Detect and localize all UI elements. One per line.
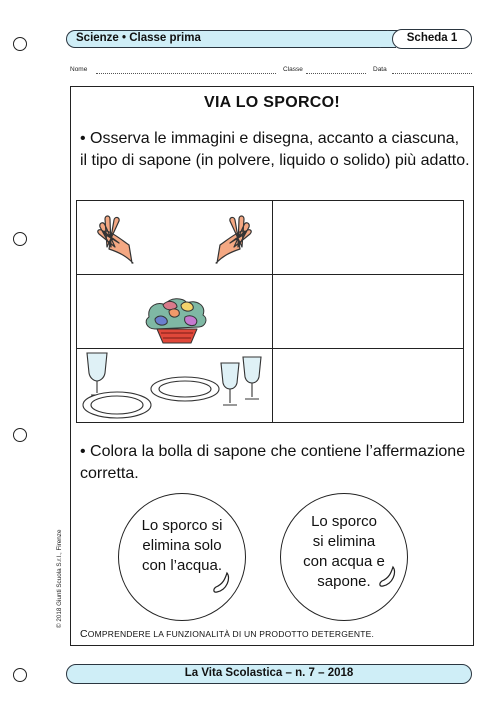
soap-bubble-2[interactable] — [280, 493, 408, 621]
drawing-cell-1[interactable] — [273, 201, 464, 275]
table-row — [77, 201, 464, 275]
soap-bubble-1[interactable] — [118, 493, 246, 621]
name-field[interactable] — [96, 73, 276, 74]
drawing-table — [76, 200, 464, 423]
class-label: Classe — [283, 66, 303, 73]
class-field[interactable] — [306, 73, 366, 74]
subject-label: Scienze • Classe prima — [76, 32, 201, 44]
laundry-basket-icon — [77, 275, 272, 348]
instruction-color-bubble: • Colora la bolla di sapone che contiene l’affermazione corretta. — [80, 443, 466, 482]
hands-cell — [77, 201, 273, 275]
bubble-shine-icon — [211, 570, 233, 596]
binder-hole-top — [13, 37, 27, 51]
sheet-label: Scheda 1 — [392, 29, 472, 49]
hands-icon — [77, 201, 272, 274]
drawing-cell-2[interactable] — [273, 275, 464, 349]
bubble-shine-icon — [377, 564, 399, 590]
worksheet-title: VIA LO SPORCO! — [203, 94, 341, 111]
student-fields — [70, 66, 472, 78]
dishes-cell — [77, 349, 273, 423]
learning-objective: COMPRENDERE LA FUNZIONALITÀ DI UN PRODOTTO DETERGENTE. — [80, 628, 375, 640]
binder-hole-bottom — [13, 668, 27, 682]
instruction-draw-soap: • Osserva le immagini e disegna, accanto a ciascuna, il tipo di sapone (in polvere, liquido o solido) più adatto. — [80, 130, 470, 169]
binder-hole-middle — [13, 232, 27, 246]
date-field[interactable] — [392, 73, 472, 74]
table-row — [77, 349, 464, 423]
drawing-cell-3[interactable] — [273, 349, 464, 423]
date-label: Data — [373, 66, 387, 73]
header-band — [66, 30, 472, 50]
copyright-note: © 2018 Giunti Scuola S.r.l., Firenze — [56, 529, 63, 628]
laundry-cell — [77, 275, 273, 349]
bubble-1-text: Lo sporco si elimina solo con l’acqua. — [141, 517, 223, 574]
bubble-2-text: Lo sporco si elimina con acqua e sapone. — [303, 513, 385, 590]
table-row — [77, 275, 464, 349]
name-label: Nome — [70, 66, 88, 73]
binder-hole-lower — [13, 428, 27, 442]
dishes-and-glasses-icon — [77, 349, 272, 422]
footer-band: La Vita Scolastica – n. 7 – 2018 — [66, 664, 472, 684]
